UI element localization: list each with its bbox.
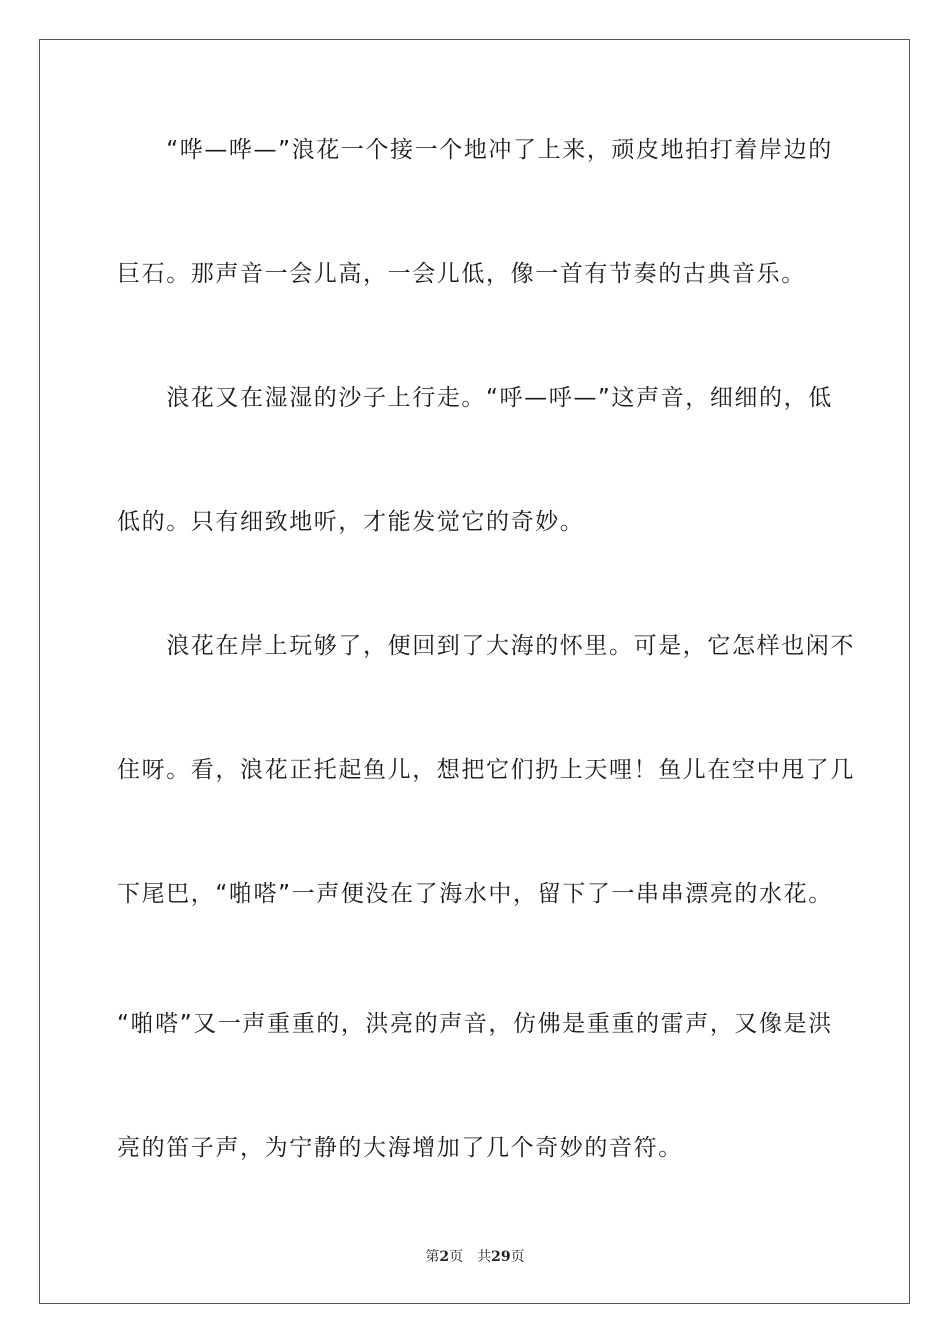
page-prefix: 第: [425, 1249, 440, 1265]
total-suffix: 页: [510, 1249, 525, 1265]
text-line-6: 住呀。看，浪花正托起鱼儿，想把它们扔上天哩！鱼儿在空中甩了几: [117, 757, 855, 783]
text-line-4: 低的。只有细致地听，才能发觉它的奇妙。: [117, 509, 585, 535]
page-number: 2: [439, 1249, 450, 1265]
total-pages: 29: [491, 1249, 511, 1265]
text-line-1: “哗—哗—”浪花一个接一个地冲了上来，顽皮地拍打着岸边的: [117, 137, 833, 163]
total-prefix: 共: [477, 1249, 492, 1265]
page-border: [39, 39, 910, 1304]
text-line-9: 亮的笛子声，为宁静的大海增加了几个奇妙的音符。: [117, 1135, 683, 1161]
text-line-5: 浪花在岸上玩够了，便回到了大海的怀里。可是，它怎样也闲不: [117, 633, 855, 659]
text-line-7: 下尾巴，“啪嗒”一声便没在了海水中，留下了一串串漂亮的水花。: [117, 881, 833, 907]
text-line-8: “啪嗒”又一声重重的，洪亮的声音，仿佛是重重的雷声，又像是洪: [117, 1011, 833, 1037]
page-suffix: 页: [449, 1249, 464, 1265]
page-footer: [0, 1248, 950, 1266]
text-line-3: 浪花又在湿湿的沙子上行走。“呼—呼—”这声音，细细的，低: [117, 385, 833, 411]
text-line-2: 巨石。那声音一会儿高，一会儿低，像一首有节奏的古典音乐。: [117, 261, 806, 287]
